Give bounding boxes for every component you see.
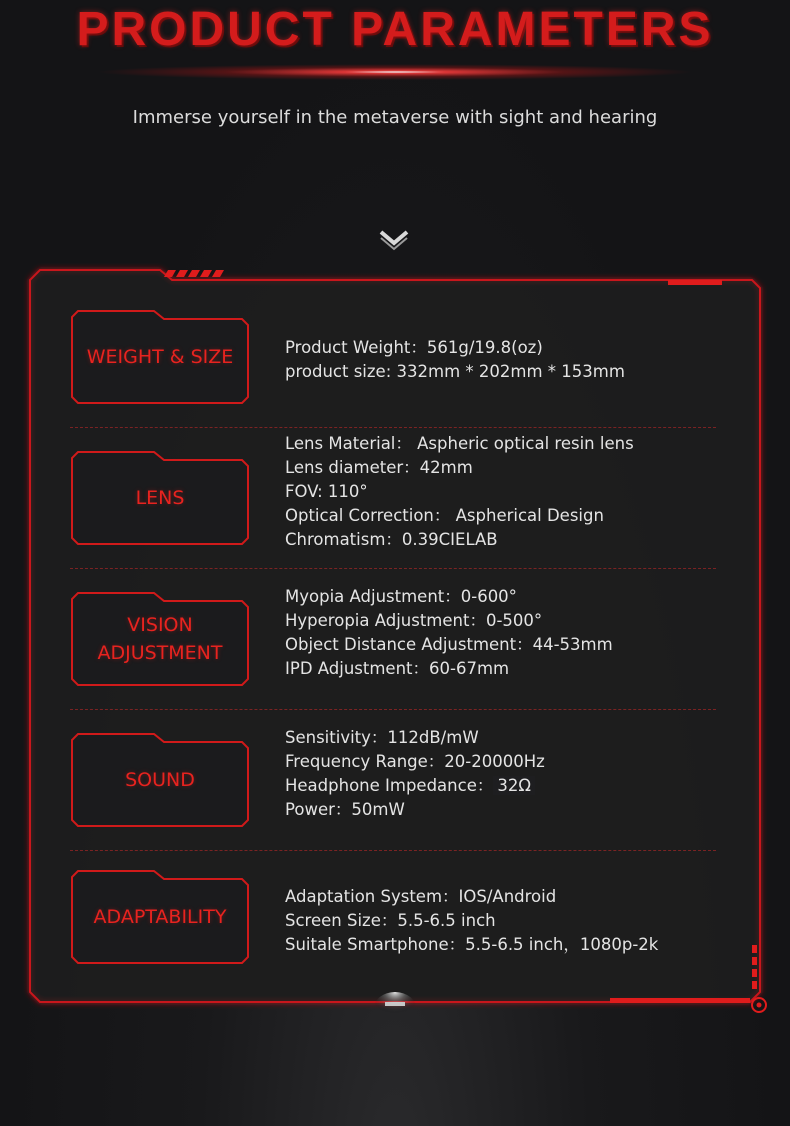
spec-line: product size: 332mm * 202mm * 153mm [285,362,625,381]
spec-line: Product Weight：561g/19.8(oz) [285,338,543,357]
section-label: SOUND [125,769,195,791]
spec-list [285,336,625,384]
spec-list [285,585,613,681]
spec-line: Power：50mW [285,800,405,819]
section-label-line: ADJUSTMENT [97,642,223,664]
section-divider [70,427,716,428]
section-divider [70,568,716,569]
spec-line: Myopia Adjustment：0-600° [285,587,517,606]
spec-list [285,885,658,957]
section-label: ADAPTABILITY [93,906,227,928]
section-divider [70,850,716,851]
page-title: PRODUCT PARAMETERS [76,3,714,56]
spec-line: FOV: 110° [285,482,368,501]
spec-line-label: Headphone Impedance： [285,776,494,795]
spec-line: Adaptation System：IOS/Android [285,887,557,906]
spec-list [285,432,634,552]
spec-line: Screen Size：5.5-6.5 inch [285,911,496,930]
spec-line: Object Distance Adjustment：44-53mm [285,635,613,654]
section-label-line: VISION [127,614,193,636]
spec-line: Hyperopia Adjustment：0-500° [285,611,543,630]
page-subtitle: Immerse yourself in the metaverse with sight and hearing [132,107,658,128]
spec-line: Suitale Smartphone：5.5-6.5 inch，1080p-2k [285,935,659,954]
section-badge [70,869,250,965]
impedance-value: 32Ω [493,776,535,795]
spec-line: Chromatism：0.39CIELAB [285,530,498,549]
spec-line: Sensitivity：112dB/mW [285,728,479,747]
spec-line: Lens Material： Aspheric optical resin lens [285,434,634,453]
section-divider [70,709,716,710]
section-badge [70,450,250,546]
spec-line: IPD Adjustment：60-67mm [285,659,510,678]
spec-line: Lens diameter：42mm [285,458,473,477]
section-label [97,611,222,667]
spec-line-impedance [285,774,545,798]
section-label: LENS [135,487,185,509]
section-label: WEIGHT & SIZE [86,346,234,368]
spec-line: Optical Correction： Aspherical Design [285,506,604,525]
section-badge [70,591,250,687]
spec-line: Frequency Range：20-20000Hz [285,752,545,771]
section-badge [70,732,250,828]
section-badge [70,309,250,405]
spec-list [285,726,545,822]
